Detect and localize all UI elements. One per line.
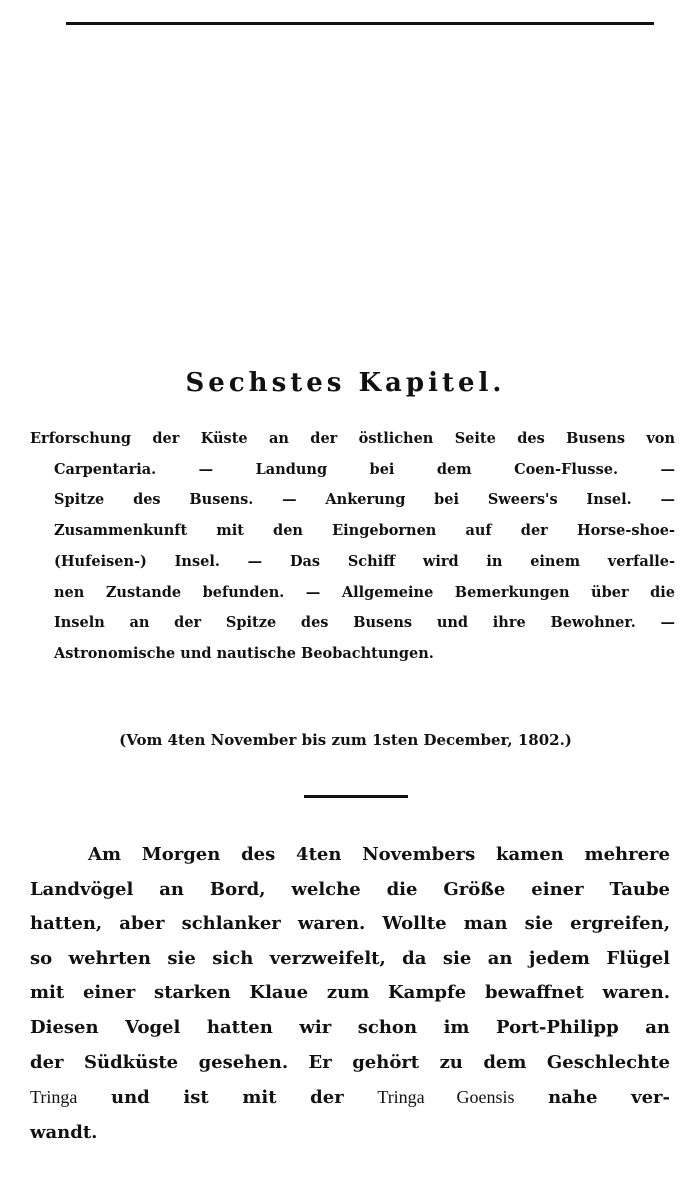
body-line — [30, 1080, 670, 1116]
summary-line: Inseln an der Spitze des Busens und ihre Bewohner. — — [54, 614, 675, 632]
latin-term: Tringa Goensis — [377, 1087, 515, 1108]
section-divider — [304, 795, 408, 798]
body-line: Diesen Vogel hatten wir schon im Port-Philipp an — [30, 1016, 670, 1038]
body-text-fragment: und ist mit der — [77, 1087, 378, 1109]
body-line: so wehrten sie sich verzweifelt, da sie an jedem Flügel — [30, 947, 670, 969]
summary-line: (Hufeisen-) Insel. — Das Schiff wird in einem verfalle- — [54, 552, 675, 570]
summary-line: nen Zustande befunden. — Allgemeine Bemerkungen über die — [54, 583, 675, 601]
body-line: hatten, aber schlanker waren. Wollte man sie ergreifen, — [30, 913, 670, 935]
date-range: (Vom 4ten November bis zum 1sten December, 1802.) — [119, 731, 572, 749]
body-line: mit einer starken Klaue zum Kampfe bewaffnet waren. — [30, 982, 670, 1004]
body-line: der Südküste gesehen. Er gehört zu dem Geschlechte — [30, 1051, 670, 1073]
body-paragraph — [30, 838, 670, 1150]
summary-line: Zusammenkunft mit den Eingebornen auf der Horse-shoe- — [54, 522, 675, 540]
body-line: Am Morgen des 4ten Novembers kamen mehrere — [88, 844, 670, 865]
top-rule — [66, 22, 654, 25]
latin-term: Tringa — [30, 1087, 78, 1108]
body-line: Landvögel an Bord, welche die Größe einer Taube — [30, 878, 670, 900]
body-text-fragment: nahe ver- — [514, 1087, 670, 1109]
summary-line: Astronomische und nautische Beobachtungen. — [54, 644, 434, 662]
summary-line: Carpentaria. — Landung bei dem Coen-Flusse. — — [54, 460, 675, 478]
summary-line: Spitze des Busens. — Ankerung bei Sweers's Insel. — — [54, 491, 675, 509]
body-line: wandt. — [30, 1121, 98, 1143]
chapter-title: Sechstes Kapitel. — [185, 368, 506, 398]
summary-line: Erforschung der Küste an der östlichen Seite des Busens von — [30, 430, 675, 447]
chapter-summary — [30, 424, 675, 670]
